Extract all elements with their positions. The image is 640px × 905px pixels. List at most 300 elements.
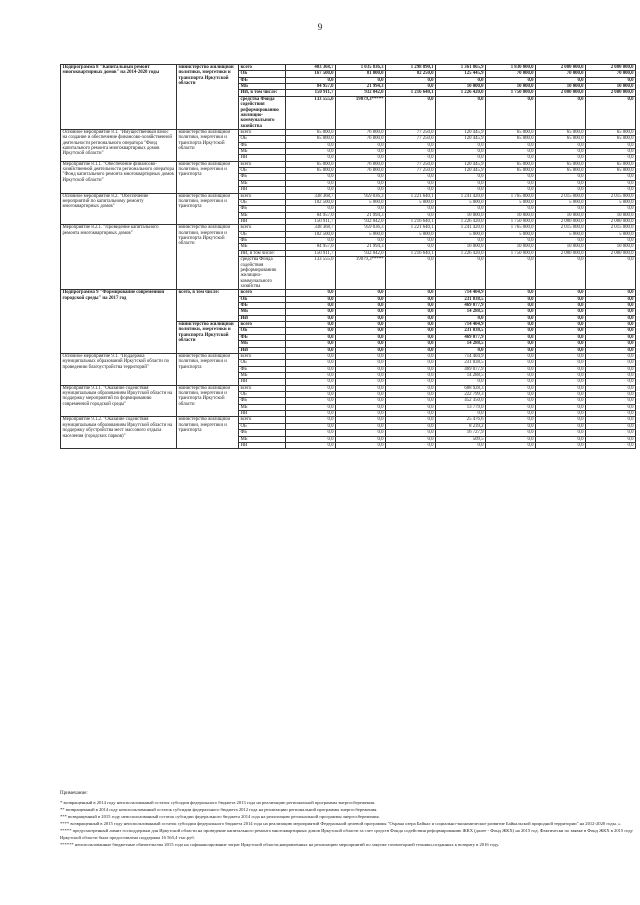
amount-cell: 167 500,0 (286, 71, 336, 77)
executor-cell: всего, в том числе: (177, 290, 239, 322)
amount-cell: 0,0 (536, 366, 586, 372)
amount-cell: 0,0 (386, 347, 436, 353)
amount-cell: 0,0 (536, 423, 586, 429)
amount-cell: 10 000,0 (436, 84, 486, 90)
amount-cell: 5 000,0 (436, 231, 486, 237)
amount-cell: 70 000,0 (486, 71, 536, 77)
amount-cell: 0,0 (286, 174, 336, 180)
amount-cell: 0,0 (386, 315, 436, 321)
amount-cell: 82 250,0 (386, 71, 436, 77)
amount-cell: 0,0 (336, 187, 386, 193)
amount-cell: 714 404,9 (436, 353, 486, 359)
amount-cell: 0,0 (436, 411, 486, 417)
amount-cell: 65 000,0 (486, 136, 536, 142)
amount-cell: 0,0 (586, 423, 636, 429)
funding-source-cell: ИИ (239, 379, 286, 385)
amount-cell: 231 038,5 (436, 296, 486, 302)
amount-cell: 1 226 420,0 (436, 250, 486, 256)
amount-cell: 932 042,0 (336, 218, 386, 224)
amount-cell: 0,0 (486, 436, 536, 442)
amount-cell: 0,0 (586, 155, 636, 161)
amount-cell: 0,0 (336, 303, 386, 309)
funding-source-cell: МБ (239, 212, 286, 218)
amount-cell: 452 350,0 (436, 398, 486, 404)
amount-cell: 0,0 (586, 385, 636, 391)
funding-source-cell: МБ (239, 404, 286, 410)
amount-cell: 0,0 (586, 142, 636, 148)
amount-cell: 0,0 (386, 360, 436, 366)
amount-cell: 0,0 (336, 77, 386, 83)
amount-cell: 0,0 (536, 322, 586, 328)
amount-cell: 0,0 (336, 366, 386, 372)
amount-cell: 84 957,0 (286, 84, 336, 90)
amount-cell: 5 000,0 (486, 231, 536, 237)
amount-cell: 0,0 (386, 436, 436, 442)
funding-source-cell: МБ (239, 84, 286, 90)
amount-cell: 0,0 (586, 303, 636, 309)
amount-cell: 0,0 (336, 442, 386, 448)
amount-cell: 5 000,0 (486, 199, 536, 205)
amount-cell: 84 957,0 (286, 244, 336, 250)
amount-cell: 0,0 (336, 417, 386, 423)
amount-cell: 0,0 (486, 290, 536, 296)
amount-cell: 0,0 (436, 155, 486, 161)
amount-cell: 0,0 (336, 315, 386, 321)
amount-cell: 10 000,0 (436, 212, 486, 218)
amount-cell: 0,0 (286, 417, 336, 423)
amount-cell: 714 404,9 (436, 290, 486, 296)
amount-cell: 0,0 (286, 353, 336, 359)
funding-source-cell: ФБ (239, 430, 286, 436)
amount-cell: 0,0 (586, 436, 636, 442)
amount-cell: 0,0 (436, 257, 486, 290)
amount-cell: 0,0 (286, 392, 336, 398)
amount-cell: 0,0 (586, 334, 636, 340)
amount-cell: 65 000,0 (536, 161, 586, 167)
amount-cell: 65 000,0 (486, 161, 536, 167)
amount-cell: 0,0 (586, 398, 636, 404)
funding-source-cell: ОБ (239, 136, 286, 142)
amount-cell: 0,0 (486, 417, 536, 423)
amount-cell: 0,0 (386, 290, 436, 296)
amount-cell: 0,0 (586, 341, 636, 347)
amount-cell: 0,0 (536, 347, 586, 353)
amount-cell: 469 077,9 (436, 334, 486, 340)
amount-cell: 21 994,3 (336, 244, 386, 250)
funding-source-cell: ФБ (239, 303, 286, 309)
funding-source-cell: МБ (239, 149, 286, 155)
amount-cell: 1 765 000,0 (486, 193, 536, 199)
amount-cell: 0,0 (586, 442, 636, 448)
amount-cell: 0,0 (536, 430, 586, 436)
amount-cell: 10 000,0 (536, 244, 586, 250)
program-name-cell: Мероприятие 9.1.1. "Оказание содействия муниципальным образованиям Иркутской области на поддержку мероприятий по формированию современной городской среды" (61, 385, 177, 417)
amount-cell: 1 298 890,1 (386, 65, 436, 71)
amount-cell: 65 000,0 (286, 136, 336, 142)
budget-table-body (61, 65, 636, 449)
amount-cell: 0,0 (436, 187, 486, 193)
amount-cell: 0,0 (336, 206, 386, 212)
amount-cell: 0,0 (336, 423, 386, 429)
funding-source-cell: ОБ (239, 231, 286, 237)
funding-source-cell: ОБ (239, 296, 286, 302)
amount-cell: 0,0 (486, 341, 536, 347)
funding-source-cell: ИИ (239, 315, 286, 321)
amount-cell: 65 000,0 (586, 129, 636, 135)
amount-cell: 5 000,0 (436, 199, 486, 205)
amount-cell: 0,0 (336, 238, 386, 244)
executor-cell: министерство жилищной политики, энергетики и транспорта Иркутской области (177, 322, 239, 354)
amount-cell: 1 750 000,0 (486, 250, 536, 256)
amount-cell: 1 241 420,0 (436, 193, 486, 199)
amount-cell: 338 368,7 (286, 193, 336, 199)
amount-cell: 0,0 (386, 142, 436, 148)
amount-cell: 0,0 (386, 392, 436, 398)
funding-source-cell: всего (239, 225, 286, 231)
amount-cell: 222 799,3 (436, 392, 486, 398)
program-name-cell: Мероприятие 9.1.2. "Оказание содействия муниципальным образованиям Иркутской области на поддержку обустройства мест массового отдыха населения (городских парков)" (61, 417, 177, 449)
notes-list (60, 799, 640, 849)
amount-cell: 0,0 (586, 180, 636, 186)
amount-cell: 0,0 (536, 334, 586, 340)
budget-table (60, 64, 636, 449)
amount-cell: 10 000,0 (586, 212, 636, 218)
amount-cell: 0,0 (386, 244, 436, 250)
funding-source-cell: МБ (239, 180, 286, 186)
amount-cell: 0,0 (336, 347, 386, 353)
amount-cell: 1 765 000,0 (486, 225, 536, 231)
amount-cell: 0,0 (486, 309, 536, 315)
amount-cell: 0,0 (386, 77, 436, 83)
amount-cell: 0,0 (536, 180, 586, 186)
amount-cell: 2 000 000,0 (536, 218, 586, 224)
amount-cell: 509,5 (436, 436, 486, 442)
amount-cell: 0,0 (586, 430, 636, 436)
amount-cell: 0,0 (386, 257, 436, 290)
amount-cell: 0,0 (486, 411, 536, 417)
amount-cell: 19079,3***** (336, 96, 386, 129)
amount-cell: 0,0 (586, 187, 636, 193)
amount-cell: 1 830 000,0 (486, 65, 536, 71)
funding-source-cell: ФБ (239, 334, 286, 340)
amount-cell: 0,0 (286, 238, 336, 244)
amount-cell: 0,0 (286, 142, 336, 148)
funding-source-cell: ФБ (239, 398, 286, 404)
amount-cell: 0,0 (386, 442, 436, 448)
amount-cell: 0,0 (436, 238, 486, 244)
amount-cell: 0,0 (586, 238, 636, 244)
amount-cell: 0,0 (486, 96, 536, 129)
amount-cell: 0,0 (336, 296, 386, 302)
funding-source-cell: ОБ (239, 328, 286, 334)
amount-cell: 0,0 (486, 322, 536, 328)
amount-cell: 0,0 (486, 353, 536, 359)
program-name-cell: Основное мероприятие 8.2. "Обеспечение мероприятий по капитальному ремонту многоквартирных домов" (61, 193, 177, 225)
amount-cell: 0,0 (286, 206, 336, 212)
amount-cell: 21 994,3 (336, 212, 386, 218)
amount-cell: 0,0 (386, 328, 436, 334)
amount-cell: 932 042,0 (336, 250, 386, 256)
notes-heading: Примечание: (60, 791, 88, 796)
funding-source-cell: всего (239, 322, 286, 328)
amount-cell: 0,0 (436, 206, 486, 212)
amount-cell: 0,0 (536, 328, 586, 334)
amount-cell: 0,0 (336, 436, 386, 442)
amount-cell: 0,0 (536, 257, 586, 290)
funding-source-cell: средства Фонда содействия реформированию жилищно-коммунального хозяйства (239, 96, 286, 129)
amount-cell: 0,0 (586, 96, 636, 129)
note-item: ***** предусмотренный лимит господдержки для Иркутской области на проведение капитального ремонта многоквартирных домов Иркутской области за счет средств Фонда содействия реформированию ЖКХ (далее - Фонд ЖКХ) на 2015 год. Фактически по заявке в Фонд ЖКХ в 2015 году Иркутской области была предоставлена поддержка 16 565,4 тыс.руб. (60, 828, 633, 841)
amount-cell: 0,0 (336, 392, 386, 398)
amount-cell: 0,0 (286, 385, 336, 391)
amount-cell: 0,0 (586, 353, 636, 359)
amount-cell: 0,0 (486, 404, 536, 410)
amount-cell: 0,0 (336, 404, 386, 410)
amount-cell: 0,0 (536, 77, 586, 83)
page-number: 9 (317, 22, 323, 32)
amount-cell: 0,0 (486, 360, 536, 366)
amount-cell: 2 015 000,0 (536, 193, 586, 199)
amount-cell: 0,0 (486, 347, 536, 353)
amount-cell: 77 250,0 (386, 136, 436, 142)
funding-source-cell: МБ (239, 309, 286, 315)
amount-cell: 102 500,0 (286, 199, 336, 205)
amount-cell: 10 000,0 (586, 84, 636, 90)
amount-cell: 5 000,0 (386, 231, 436, 237)
amount-cell: 0,0 (486, 334, 536, 340)
amount-cell: 77 250,0 (386, 161, 436, 167)
amount-cell: 0,0 (486, 303, 536, 309)
amount-cell: 0,0 (386, 180, 436, 186)
funding-source-cell: ОБ (239, 360, 286, 366)
amount-cell: 0,0 (386, 96, 436, 129)
amount-cell: 0,0 (486, 392, 536, 398)
amount-cell: 0,0 (536, 379, 586, 385)
amount-cell: 1 035 836,3 (336, 65, 386, 71)
amount-cell: 0,0 (486, 155, 536, 161)
amount-cell: 2 015 000,0 (586, 225, 636, 231)
amount-cell: 0,0 (436, 180, 486, 186)
amount-cell: 5 000,0 (336, 199, 386, 205)
amount-cell: 0,0 (486, 442, 536, 448)
amount-cell: 0,0 (336, 328, 386, 334)
amount-cell: 70 000,0 (536, 71, 586, 77)
amount-cell: 0,0 (536, 372, 586, 378)
amount-cell: 0,0 (586, 206, 636, 212)
funding-source-cell: всего (239, 290, 286, 296)
amount-cell: 0,0 (436, 142, 486, 148)
amount-cell: 65 000,0 (536, 129, 586, 135)
executor-cell: министерство жилищной политики, энергетики и транспорта Иркутской области (177, 65, 239, 130)
funding-source-cell: ИИ (239, 442, 286, 448)
amount-cell: 0,0 (336, 290, 386, 296)
amount-cell: 0,0 (286, 366, 336, 372)
amount-cell: 0,0 (486, 149, 536, 155)
amount-cell: 0,0 (386, 385, 436, 391)
amount-cell: 0,0 (486, 296, 536, 302)
amount-cell: 65 000,0 (486, 168, 536, 174)
amount-cell: 16 727,9 (436, 430, 486, 436)
executor-cell: министерство жилищной политики, энергетики и транспорта (177, 193, 239, 225)
funding-source-cell: всего (239, 193, 286, 199)
amount-cell: 0,0 (486, 430, 536, 436)
amount-cell: 0,0 (286, 77, 336, 83)
amount-cell: 8 239,2 (436, 423, 486, 429)
amount-cell: 0,0 (286, 404, 336, 410)
amount-cell: 0,0 (336, 353, 386, 359)
amount-cell: 231 038,5 (436, 360, 486, 366)
amount-cell: 0,0 (486, 328, 536, 334)
note-item: ****** неиспользованные бюджетные обязательства 2015 года на софинансирование затрат Иркутской области,направленных на реализацию мероприятий по закупке газомоторной техники,созданных к возврату в 2016 году. (60, 842, 500, 848)
funding-source-cell: ОБ (239, 423, 286, 429)
amount-cell: 5 000,0 (336, 231, 386, 237)
notes-section (60, 790, 640, 849)
amount-cell: 0,0 (286, 187, 336, 193)
amount-cell: 120 445,9 (436, 136, 486, 142)
amount-cell: 76 800,0 (336, 161, 386, 167)
amount-cell: 0,0 (336, 309, 386, 315)
amount-cell: 1 221 640,1 (386, 225, 436, 231)
funding-source-cell: МБ (239, 341, 286, 347)
funding-source-cell: ФБ (239, 142, 286, 148)
amount-cell: 84 957,0 (286, 212, 336, 218)
amount-cell: 0,0 (386, 149, 436, 155)
amount-cell: 0,0 (286, 155, 336, 161)
amount-cell: 0,0 (336, 341, 386, 347)
amount-cell: 0,0 (336, 155, 386, 161)
amount-cell: 0,0 (536, 360, 586, 366)
amount-cell: 0,0 (586, 360, 636, 366)
amount-cell: 0,0 (586, 174, 636, 180)
program-name-cell: Подпрограмма 9 "Формирование современной городской среды" на 2017 год (61, 290, 177, 354)
amount-cell: 65 000,0 (486, 129, 536, 135)
amount-cell: 0,0 (386, 212, 436, 218)
amount-cell: 70 000,0 (586, 71, 636, 77)
amount-cell: 0,0 (286, 341, 336, 347)
amount-cell: 0,0 (536, 411, 586, 417)
funding-source-cell: ИИ, в том числе: (239, 250, 286, 256)
amount-cell: 959 036,3 (336, 225, 386, 231)
amount-cell: 0,0 (536, 96, 586, 129)
amount-cell: 10 000,0 (536, 212, 586, 218)
amount-cell: 0,0 (436, 315, 486, 321)
amount-cell: 0,0 (386, 309, 436, 315)
amount-cell: 0,0 (286, 315, 336, 321)
amount-cell: 0,0 (336, 149, 386, 155)
amount-cell: 150 911,7 (286, 90, 336, 96)
amount-cell: 0,0 (536, 353, 586, 359)
amount-cell: 125 445,9 (436, 71, 486, 77)
funding-source-cell: МБ (239, 436, 286, 442)
amount-cell: 0,0 (486, 398, 536, 404)
amount-cell: 231 038,5 (436, 328, 486, 334)
amount-cell: 0,0 (486, 423, 536, 429)
amount-cell: 2 015 000,0 (536, 225, 586, 231)
amount-cell: 0,0 (286, 309, 336, 315)
amount-cell: 2 080 000,0 (586, 65, 636, 71)
amount-cell: 0,0 (536, 309, 586, 315)
amount-cell: 0,0 (336, 398, 386, 404)
amount-cell: 0,0 (436, 77, 486, 83)
amount-cell: 10 000,0 (486, 244, 536, 250)
amount-cell: 0,0 (486, 257, 536, 290)
amount-cell: 0,0 (536, 442, 586, 448)
amount-cell: 932 042,0 (336, 90, 386, 96)
amount-cell: 0,0 (536, 174, 586, 180)
funding-source-cell: ИИ (239, 347, 286, 353)
funding-source-cell: ОБ (239, 71, 286, 77)
amount-cell: 0,0 (586, 411, 636, 417)
amount-cell: 0,0 (386, 398, 436, 404)
amount-cell: 0,0 (536, 341, 586, 347)
amount-cell: 133 555,0 (286, 96, 336, 129)
amount-cell: 102 500,0 (286, 231, 336, 237)
amount-cell: 0,0 (536, 404, 586, 410)
amount-cell: 0,0 (436, 149, 486, 155)
amount-cell: 120 445,9 (436, 129, 486, 135)
amount-cell: 469 077,9 (436, 303, 486, 309)
amount-cell: 0,0 (536, 417, 586, 423)
amount-cell: 76 800,0 (336, 129, 386, 135)
amount-cell: 0,0 (586, 315, 636, 321)
amount-cell: 0,0 (286, 322, 336, 328)
amount-cell: 150 911,7 (286, 218, 336, 224)
amount-cell: 338 368,7 (286, 225, 336, 231)
amount-cell: 0,0 (386, 366, 436, 372)
amount-cell: 0,0 (386, 379, 436, 385)
funding-source-cell: всего (239, 161, 286, 167)
amount-cell: 0,0 (386, 238, 436, 244)
amount-cell: 0,0 (286, 347, 336, 353)
amount-cell: 0,0 (286, 149, 336, 155)
amount-cell: 0,0 (586, 347, 636, 353)
amount-cell: 2 015 000,0 (586, 193, 636, 199)
amount-cell: 0,0 (386, 84, 436, 90)
amount-cell: 0,0 (486, 180, 536, 186)
amount-cell: 0,0 (586, 379, 636, 385)
amount-cell: 0,0 (386, 155, 436, 161)
amount-cell: 0,0 (536, 303, 586, 309)
funding-source-cell: ОБ (239, 199, 286, 205)
amount-cell: 2 000 000,0 (586, 218, 636, 224)
executor-cell: министерство жилищной политики, энергетики и транспорта (177, 417, 239, 449)
amount-cell: 0,0 (486, 366, 536, 372)
executor-cell: министерство жилищной политики, энергетики и транспорта (177, 161, 239, 193)
amount-cell: 2 000 000,0 (586, 90, 636, 96)
funding-source-cell: ИИ (239, 187, 286, 193)
amount-cell: 10 000,0 (536, 84, 586, 90)
amount-cell: 0,0 (436, 379, 486, 385)
program-name-cell: Подпрограмма 8 "Капитальный ремонт многоквартирных домов" на 2014-2020 годы (61, 65, 177, 130)
amount-cell: 1 750 000,0 (486, 218, 536, 224)
note-item: *** возвращенный в 2015 году неиспользованный остаток субсидии федерального бюджета 2014 года на реализацию региональной программы энергосбережения. (60, 813, 380, 819)
amount-cell: 5 000,0 (386, 199, 436, 205)
note-item: **** возвращенный в 2015 году неиспользованный остаток субсидии федерального бюджета 2014 года на реализацию мероприятий Федеральной целевой программы "Охрана озера Байкал и социально-экономическое развитие Байкальской природной территории" на 2012-2020 годы. ». (60, 821, 622, 827)
amount-cell: 120 445,9 (436, 161, 486, 167)
funding-source-cell: ИИ, в том числе: (239, 90, 286, 96)
amount-cell: 65 000,0 (286, 129, 336, 135)
amount-cell: 0,0 (336, 322, 386, 328)
amount-cell: 0,0 (336, 174, 386, 180)
program-name-cell: Мероприятие 8.1.1. "Обеспечение финансово-хозяйственной деятельности регионального оператора "Фонд капитального ремонта многоквартирных домов Иркутской области" (61, 161, 177, 193)
program-name-cell: Основное мероприятие 9.1. "Поддержка муниципальных образований Иркутской области по проведению благоустройства территорий" (61, 353, 177, 385)
amount-cell: 0,0 (286, 379, 336, 385)
amount-cell: 0,0 (486, 238, 536, 244)
funding-source-cell: ОБ (239, 168, 286, 174)
amount-cell: 0,0 (586, 257, 636, 290)
amount-cell: 10 000,0 (486, 84, 536, 90)
amount-cell: 0,0 (486, 379, 536, 385)
